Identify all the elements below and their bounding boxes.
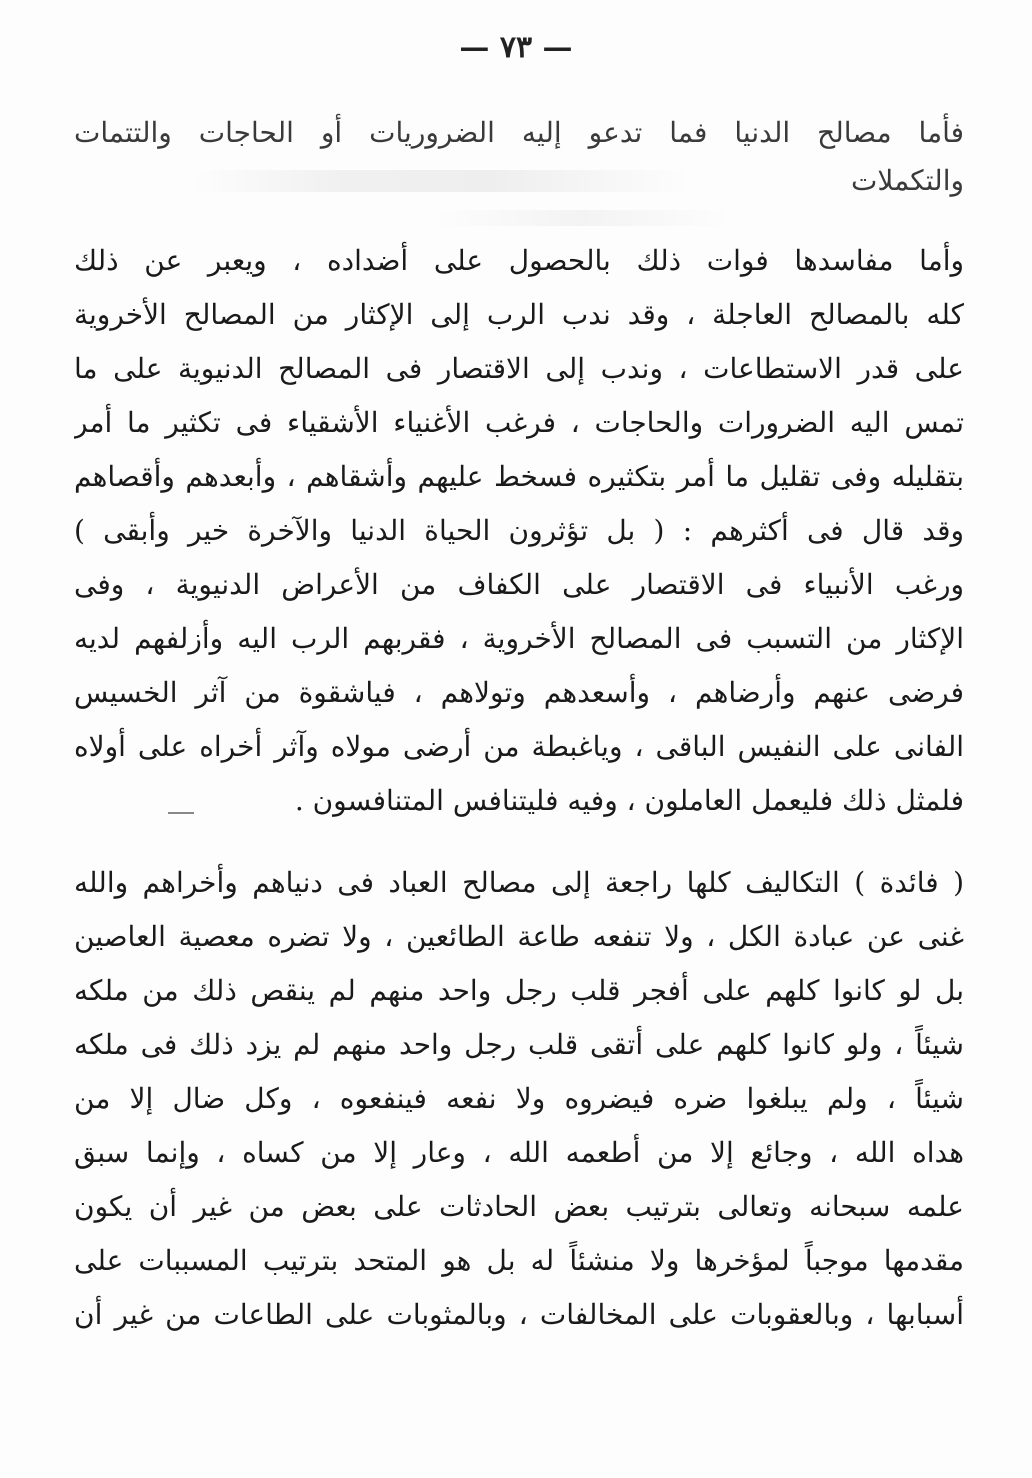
text-line: هداه الله ، وجائع إلا من أطعمه الله ، وعار إلا من كساه ، وإنما سبق <box>74 1136 964 1169</box>
text-line: على قدر الاستطاعات ، وندب إلى الاقتصار فى المصالح الدنيوية على ما <box>74 352 964 385</box>
text-line: كله بالمصالح العاجلة ، وقد ندب الرب إلى الإكثار من المصالح الأخروية <box>74 298 964 331</box>
text-line: شيئاً ، ولو كانوا كلهم على أتقى قلب رجل واحد منهم لم يزد ذلك فى ملكه <box>74 1028 964 1061</box>
text-line: علمه سبحانه وتعالى بترتيب بعض الحادثات على بعض من غير أن يكون <box>74 1190 964 1223</box>
text-line: وأما مفاسدها فوات ذلك بالحصول على أضداده ، ويعبر عن ذلك <box>74 244 964 277</box>
text-line: فرضى عنهم وأرضاهم ، وأسعدهم وتولاهم ، فياشقوة من آثر الخسيس <box>74 676 964 709</box>
paragraph-2 <box>74 234 964 828</box>
text-line: غنى عن عبادة الكل ، ولا تنفعه طاعة الطائعين ، ولا تضره معصية العاصين <box>74 920 964 953</box>
paragraph-3 <box>74 856 964 1342</box>
text-line: فلمثل ذلك فليعمل العاملون ، وفيه فليتنافس المتنافسون . <box>294 784 964 817</box>
text-line: فأما مصالح الدنيا فما تدعو إليه الضروريات أو الحاجات والتتمات <box>74 116 964 149</box>
page-number: — ٧٣ — <box>459 30 573 65</box>
text-line: أسبابها ، وبالعقوبات على المخالفات ، وبالمثوبات على الطاعات من غير أن <box>74 1298 964 1331</box>
text-line: تمس اليه الضرورات والحاجات ، فرغب الأغنياء الأشقياء فى تكثير ما أمر <box>74 406 964 439</box>
text-line: مقدمها موجباً لمؤخرها ولا منشئاً له بل هو المتحد بترتيب المسببات على <box>74 1244 964 1277</box>
text-line: بتقليله وفى تقليل ما أمر بتكثيره فسخط عليهم وأشقاهم ، وأبعدهم وأقصاهم <box>74 460 964 493</box>
text-line: ( فائدة ) التكاليف كلها راجعة إلى مصالح العباد فى دنياهم وأخراهم والله <box>74 866 964 899</box>
bleed-through-shadow <box>432 210 732 226</box>
paragraph-1 <box>74 108 964 204</box>
text-line: بل لو كانوا كلهم على أفجر قلب رجل واحد منهم لم ينقص ذلك من ملكه <box>74 974 964 1007</box>
text-line: شيئاً ، ولم يبلغوا ضره فيضروه ولا نفعه فينفعوه ، وكل ضال إلا من <box>74 1082 964 1115</box>
text-line: الفانى على النفيس الباقى ، وياغبطة من أرضى مولاه وآثر أخراه على أولاه <box>74 730 964 763</box>
text-line: الإكثار من التسبب فى المصالح الأخروية ، فقربهم الرب اليه وأزلفهم لديه <box>74 622 964 655</box>
text-line: ورغب الأنبياء فى الاقتصار على الكفاف من الأعراض الدنيوية ، وفى <box>74 568 964 601</box>
text-line: وقد قال فى أكثرهم : ( بل تؤثرون الحياة الدنيا والآخرة خير وأبقى ) <box>74 514 964 547</box>
text-line: والتكملات <box>851 164 964 197</box>
stray-dash-mark <box>168 812 194 814</box>
